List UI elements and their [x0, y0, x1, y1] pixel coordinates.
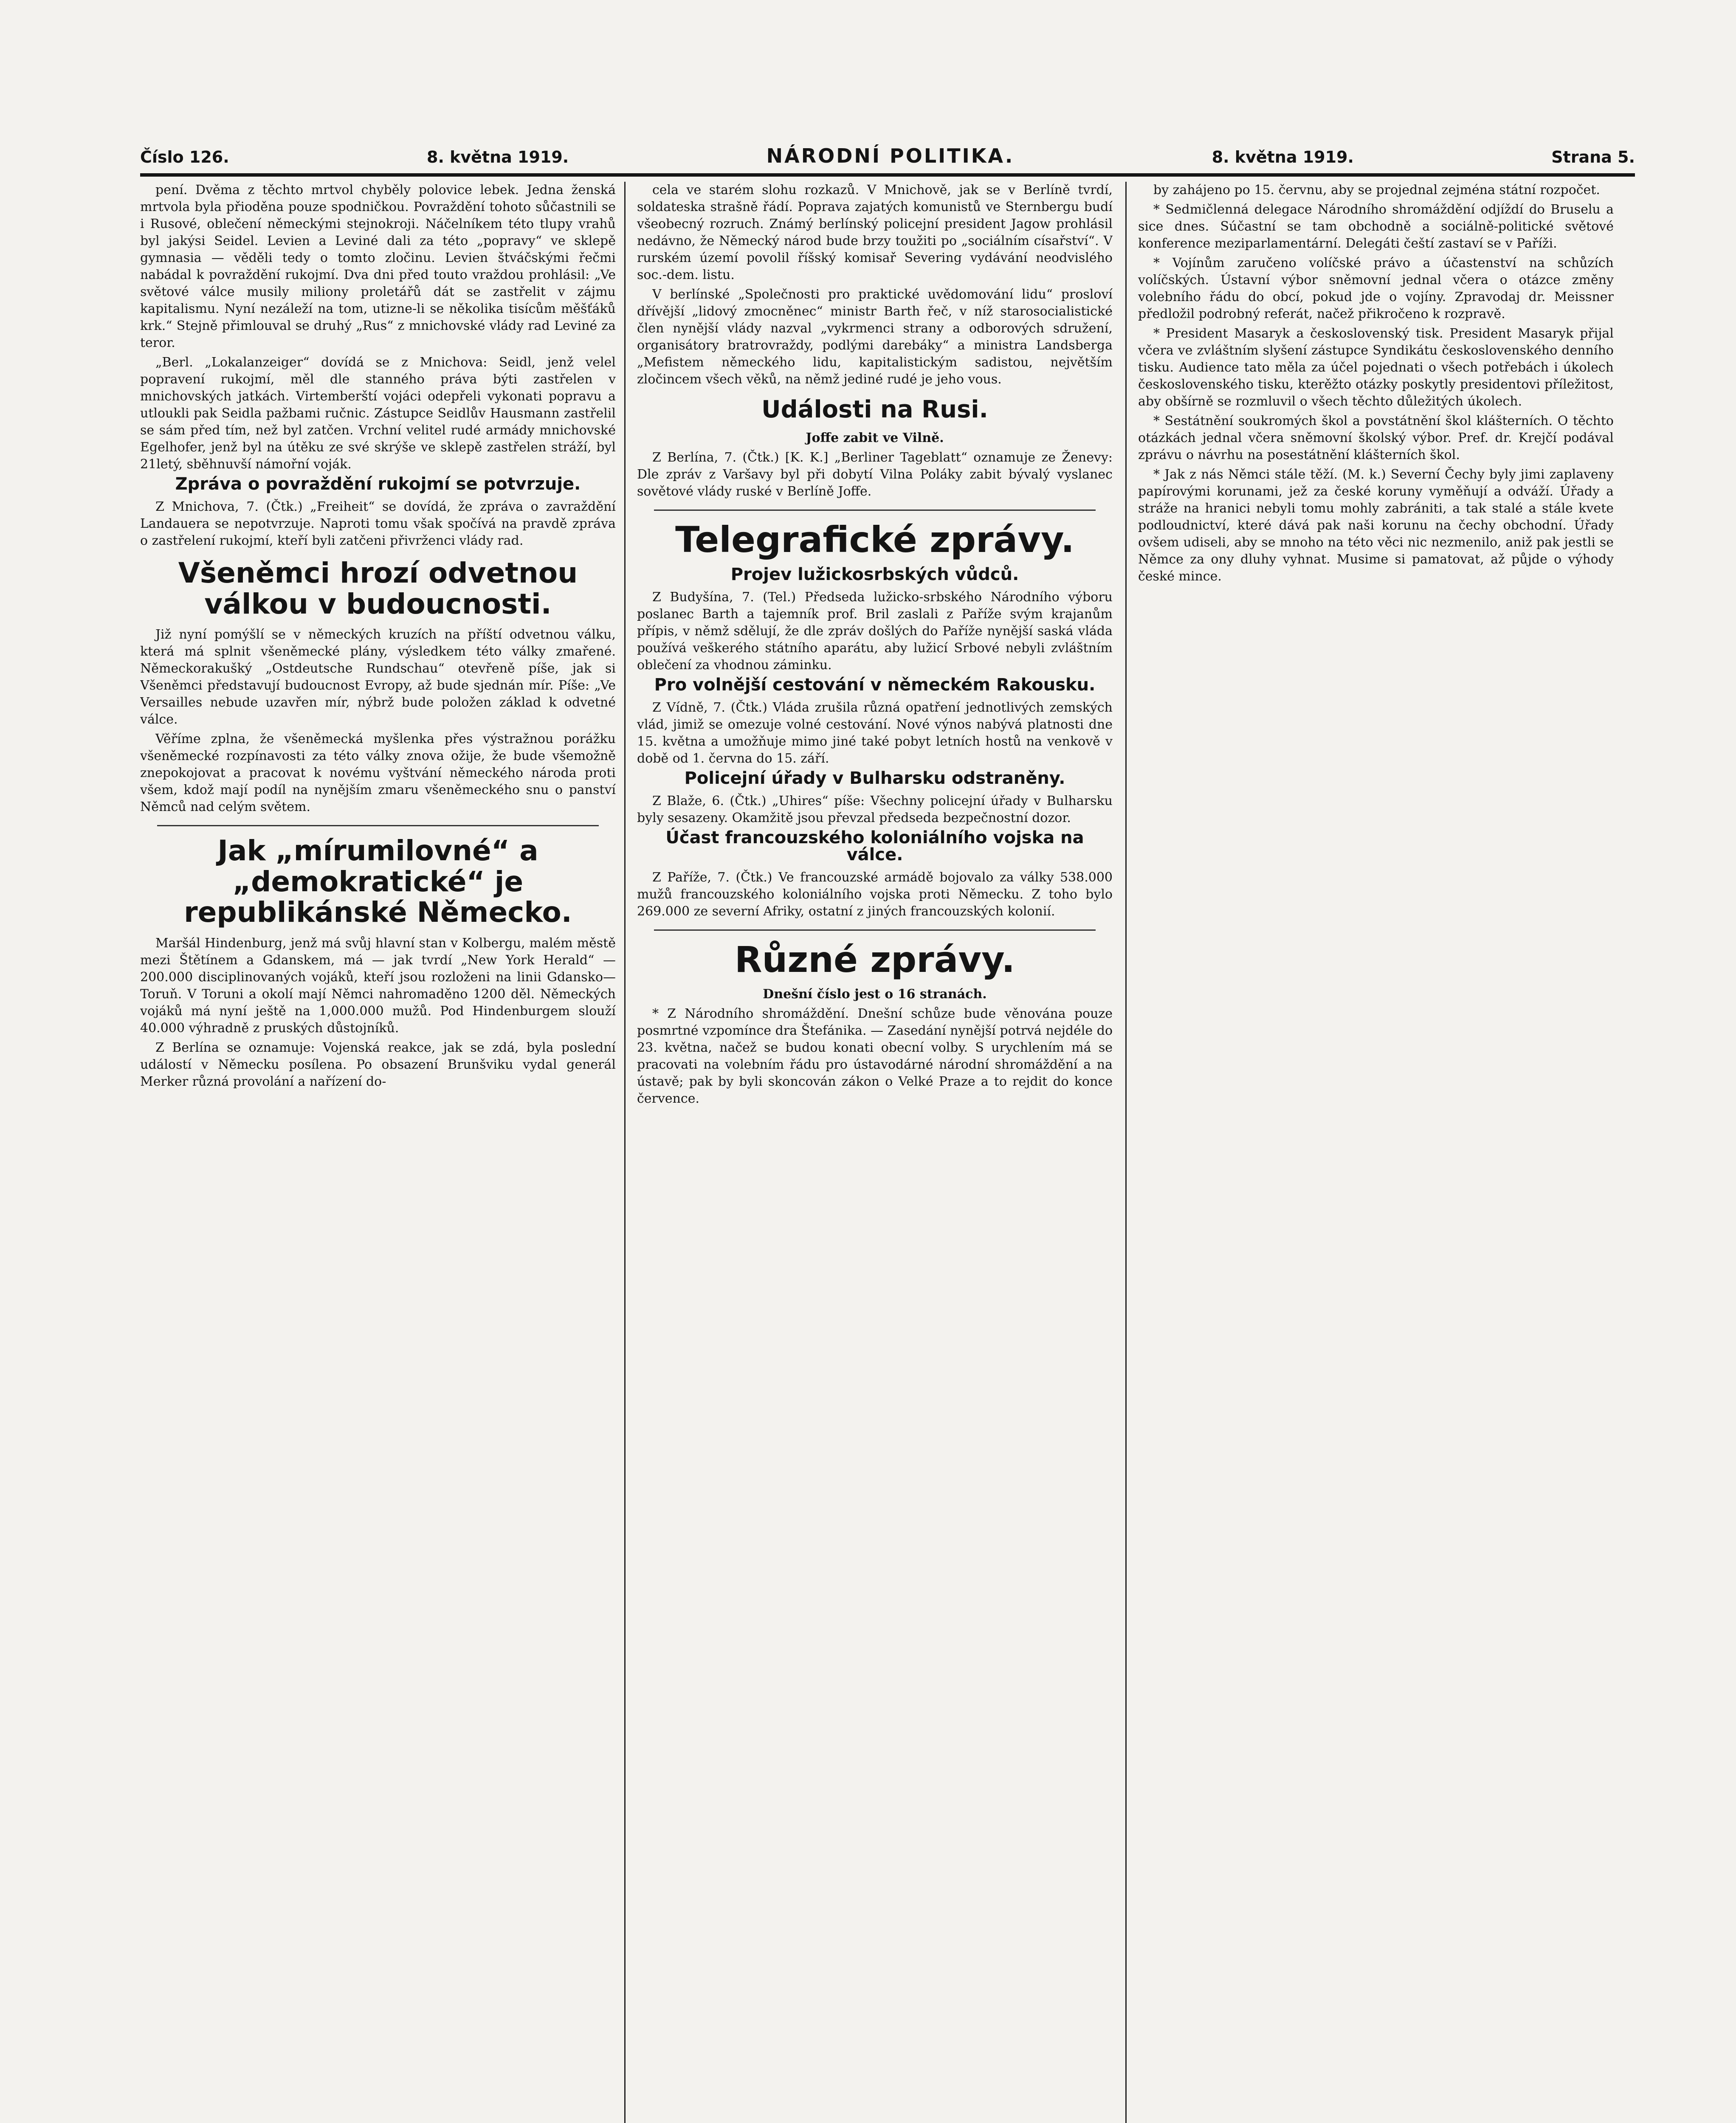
article-text: V berlínské „Společnosti pro praktické uvědomování lidu“ prosloví dřívější „lidový zmocněnec“ ministr Barth řeč, v níž starosocialistické člen nynější vlády nazval „vykrmenci strany a odborových sdružení, organisátory bratrovraždy, podlými darebáky“ a ministra Landsberga „Mefistem německého lidu, kapitalistickým sadistou, největším zločincem všech věků, na němž jediné rudé je jeho vous. — [637, 287, 1113, 387]
article-headline: Všeněmci hrozí odvetnou válkou v budoucnosti. — [178, 557, 578, 620]
article-text: „Berl. „Lokalanzeiger“ dovídá se z Mnichova: Seidl, jenž velel popravení rukojmí, měl dle stanného práva býti zastřelen v mnichovských jatkách. Virtemberští vojáci odepřeli vykonati popravu a utloukli pak Seidla pažbami ručnic. Zástupce Seidlův Hausmann zastřelil se sám před tím, než byl zatčen. Vrchní velitel rudé armády mnichovské Egelhofer, jenž byl na útěku ze své skrýše ve sklepě zastřelen stráží, byl 21letý, sběhnuvší námořní voják. — [140, 355, 616, 472]
separator — [654, 929, 1096, 931]
article-text: Z Berlína, 7. (Čtk.) [K. K.] „Berliner Tageblatt“ oznamuje ze Ženevy: Dle zpráv z Varšavy byl při dobytí Vilna Poláky zabit bývalý vyslanec sovětové vlády ruské v Berlíně Joffe. — [637, 450, 1113, 499]
section-headline: Různé zprávy. — [734, 938, 1015, 980]
article-text: Věříme zplna, že všeněmecká myšlenka přes výstražnou porážku všeněmecké rozpínavosti za této války znova ožije, že bude všemožně znepokojovat a pracovat k novému vyštvání německého národa proti všem, kdož mají podíl na nynějším zmaru všeněmeckého snu o panství Němců nad celým světem. — [140, 732, 616, 815]
column-divider — [624, 182, 626, 2123]
separator — [654, 510, 1096, 511]
article-subheadline: Dnešní číslo jest o 16 stranách. — [763, 987, 987, 1002]
article-headline: Policejní úřady v Bulharsku odstraněny. — [684, 768, 1065, 788]
article-text: * President Masaryk a československý tisk. President Masaryk přijal včera ve zvláštním slyšení zástupce Syndikátu československého denního tisku. Audience tato měla za účel pojednati o všech potřebách i úkolech československého tisku, kterěžto otázky poskytly presidentovi příležitost, aby obšírně se rozmluvil o všech těchto důležitých úkolech. — [1138, 326, 1614, 409]
section-headline: Telegrafické zprávy. — [675, 518, 1074, 560]
article-text: * Z Národního shromáždění. Dnešní schůze bude věnována pouze posmrtné vzpomínce dra Štefánika. — Zasedání nynější potrvá nejdéle do 23. května, načež se budou konati obecní volby. S urychlením má se pracovati na volebním řádu pro ústavodárné národní shromáždění a na ústavě; pak by byli skoncován zákon o Velké Praze a to rejdit do konce července. — [637, 1006, 1113, 1107]
header-rule — [140, 173, 1635, 177]
issue-date-left: 8. května 1919. — [427, 148, 569, 166]
article-text: pení. Dvěma z těchto mrtvol chyběly polovice lebek. Jedna ženská mrtvola byla přioděna pouze spodničkou. Povraždění tohoto sůčastnili se i Rusové, oblečení německými stejnokroji. Náčelníkem této tlupy vrahů byl jakýsi Seidel. Levien a Leviné dali za této „popravy“ ve sklepě gymnasia — věděli tedy o tomto zločinu. Levien štváčskými řečmi nabádal k povraždění rukojmí. Dva dni před touto vraždou prohlásil: „Ve světové válce musily miliony proletářů dát se zastřelit v zájmu kapitalismu. Nyní nezáleží na tom, utizne-li se několika tisícům měšťáků krk.“ Stejně přimlouval se druhý „Rus“ z mnichovské vlády rad Leviné za teror. — [140, 183, 616, 350]
issue-number: Číslo 126. — [140, 148, 229, 166]
article-text: Z Vídně, 7. (Čtk.) Vláda zrušila různá opatření jednotlivých zemských vlád, jimiž se omezuje volné cestování. Nové výnos nabývá platnosti dne 15. května a umožňuje mimo jiné také pobyt letních hostů na venkově v době od 1. června do 15. září. — [637, 700, 1113, 766]
article-headline: Pro volnější cestování v německém Rakousku. — [654, 675, 1096, 695]
page-number: Strana 5. — [1551, 148, 1635, 166]
article-headline: Jak „mírumilovné“ a „demokratické“ je republikánské Německo. — [184, 834, 572, 929]
article-text: * Jak z nás Němci stále těží. (M. k.) Severní Čechy byly jimi zaplaveny papírovými korunami, jež za české koruny vyměňují a odváží. Úřady a stráže na hranici nebyli tomu mohly zabrániti, a tak stalé a stále kvete podloudnictví, které dává pak naši korunu na čechy obchodní. Úřady ovšem udiseli, aby se mnoho na této věci nic nezmenilo, aniž pak jestli se Němce za ony dluhy vyhnat. Musime si pamatovat, až půjde o výhody české mince. — [1138, 467, 1614, 584]
article-text: * Vojínům zaručeno volíčské právo a účastenství na schůzích volíčských. Ústavní výbor sněmovní jednal včera o otázce změny volebního řádu do obcí, pokud jde o vojíny. Zpravodaj dr. Meissner předložil podrobný referát, načež přikročeno k rozpravě. — [1138, 256, 1614, 321]
article-text: Z Budyšína, 7. (Tel.) Předseda lužicko-srbského Národního výboru poslanec Barth a tajemník prof. Bril zaslali z Paříže svým krajanům přípis, v němž sdělují, že dle zpráv došlých do Paříže nynější saská vláda používá veškerého státního aparátu, aby lužicí Srbové nebyli zvláštním oblečení za vhodnou záminku. — [637, 589, 1113, 673]
article-text: * Sestátnění soukromých škol a povstátnění škol klášterních. O těchto otázkách jednal včera sněmovní školský výbor. Pref. dr. Krejčí podával zprávu o návrhu na posestátnění klášterních škol. — [1138, 414, 1614, 462]
article-text: * Sedmičlenná delegace Národního shromáždění odjíždí do Bruselu a sice dnes. Súčastní se tam obchodně a sociálně-politické světové konference meziparlamentární. Delegáti čeští zastaví se v Paříži. — [1138, 202, 1614, 251]
article-text: cela ve starém slohu rozkazů. V Mnichově, jak se v Berlíně tvrdí, soldateska strašně řádí. Poprava zajatých komunistů ve Sternbergu budí všeobecný rozruch. Známý berlínský policejní president Jagow prohlásil nedávno, že Německý národ bude brzy toužiti po „sociálním císařství“. V rurském území povolil říšský komisař Severing vydávání neodvislého soc.-dem. listu. — [637, 183, 1113, 282]
article-headline: Účast francouzského koloniálního vojska na válce. — [665, 828, 1084, 864]
column-1 — [140, 182, 616, 2123]
article-subheadline: Joffe zabit ve Vilně. — [806, 430, 944, 445]
article-text: Z Blaže, 6. (Čtk.) „Uhires“ píše: Všechny policejní úřady v Bulharsku byly sesazeny. Okamžitě jsou převzal předseda bezpečnostní dozor. — [637, 793, 1113, 825]
article-text: Z Berlína se oznamuje: Vojenská reakce, jak se zdá, byla poslední událostí v Německu posílena. Po obsazení Brunšviku vydal generál Merker různá provolání a nařízení do- — [140, 1040, 616, 1089]
issue-date-right: 8. května 1919. — [1212, 148, 1354, 166]
separator — [157, 825, 599, 826]
article-headline: Projev lužickosrbských vůdců. — [730, 564, 1019, 584]
article-text: Z Mnichova, 7. (Čtk.) „Freiheit“ se dovídá, že zpráva o zavraždění Landauera se nepotvrzuje. Naproti tomu však spočívá na pravdě zpráva o zastřelení rukojmí, kteří byli zatčeni přivrženci vlády rad. — [140, 499, 616, 548]
column-divider — [1125, 182, 1127, 2123]
article-headline: Události na Rusi. — [761, 396, 988, 423]
article-text: Maršál Hindenburg, jenž má svůj hlavní stan v Kolbergu, malém městě mezi Štětínem a Gdanskem, má — jak tvrdí „New York Herald“ — 200.000 disciplinovaných vojáků, kteří jsou rozloženi na linii Gdansko—Toruň. V Toruni a okolí mají Němci nahromaděno 1200 děl. Německých vojáků má nyní ještě na 1,000.000 mužů. Pod Hindenburgem slouží 40.000 výhradně z pruských důstojníků. — [140, 935, 616, 1036]
article-headline: Zpráva o povraždění rukojmí se potvrzuje. — [175, 474, 581, 494]
article-text: by zahájeno po 15. červnu, aby se projednal zejména státní rozpočet. — [1153, 183, 1600, 197]
newspaper-title: NÁRODNÍ POLITIKA. — [766, 144, 1015, 167]
article-text: Již nyní pomýšlí se v německých kruzích na příští odvetnou válku, která má splnit všeněmecké plány, výsledkem této války zmařené. Německorakušký „Ostdeutsche Rundschau“ otevřeně píše, jak si Všeněmci představují budoucnost Evropy, až bude sjednán mír. Píše: „Ve Versailles nebude uzavřen mír, nýbrž bude položen základ k odvetné válce. — [140, 627, 616, 727]
column-2 — [637, 182, 1113, 2123]
article-text: Z Paříže, 7. (Čtk.) Ve francouzské armádě bojovalo za války 538.000 mužů francouzského koloniálního vojska proti Německu. Z toho bylo 269.000 ze severní Afriky, ostatní z jiných francouzských kolonií. — [637, 870, 1113, 919]
column-3 — [1138, 182, 1614, 2123]
masthead — [140, 144, 1635, 170]
